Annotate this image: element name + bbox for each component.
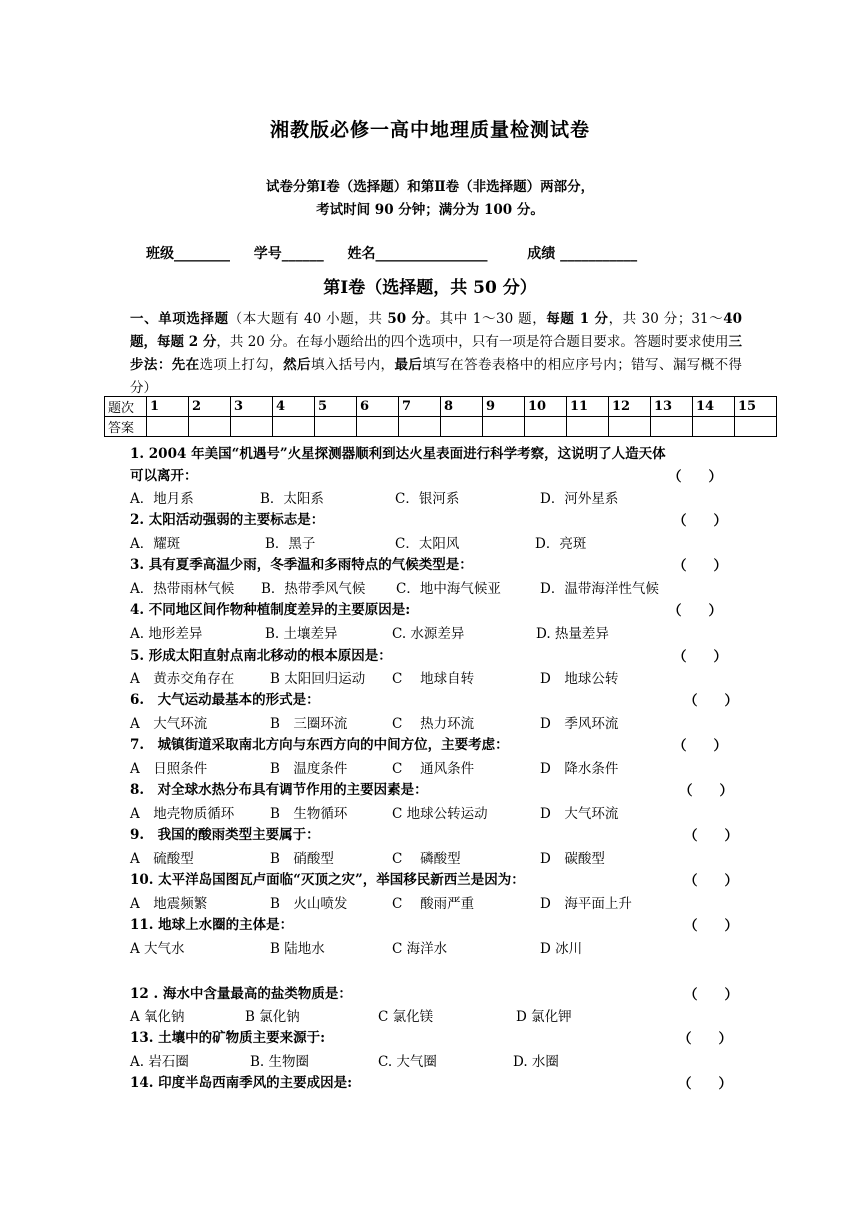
answer-cell[interactable]	[189, 417, 231, 437]
grid-number: 13	[651, 397, 693, 417]
option-c[interactable]: C 酸雨严重	[392, 896, 475, 912]
answer-grid	[104, 396, 777, 437]
option-row	[130, 712, 742, 734]
option-a[interactable]: A 大气水	[130, 941, 185, 957]
option-row	[130, 802, 742, 824]
class-field[interactable]: 班级________	[146, 246, 230, 262]
answer-grid-answer-row	[105, 417, 777, 437]
option-a[interactable]: A 大气环流	[130, 716, 208, 732]
question-stem: 5. 形成太阳直射点南北移动的根本原因是：	[130, 648, 392, 664]
answer-cell[interactable]	[357, 417, 399, 437]
section-title: 第Ⅰ卷（选择题，共 50 分）	[323, 278, 537, 298]
answer-cell[interactable]	[693, 417, 735, 437]
option-row	[130, 847, 742, 869]
question-stem: 13. 土壤中的矿物质主要来源于:	[130, 1030, 326, 1046]
grid-number: 7	[399, 397, 441, 417]
instr-emph: 40 题，	[130, 311, 742, 350]
grid-number: 4	[273, 397, 315, 417]
answer-parentheses[interactable]: （ ）	[668, 603, 722, 619]
option-row	[130, 667, 742, 689]
instr-emph: 每题 2 分	[157, 334, 217, 350]
option-row	[130, 1005, 742, 1027]
option-a[interactable]: A 日照条件	[130, 761, 208, 777]
option-b[interactable]: B 陆地水	[270, 941, 325, 957]
question-stem: 11. 地球上水圈的主体是：	[130, 917, 294, 933]
instr-emph: ：	[157, 357, 172, 373]
option-b[interactable]: B．太阳系	[260, 491, 324, 507]
answer-parentheses[interactable]: （ ）	[673, 738, 727, 754]
grid-number: 1	[147, 397, 189, 417]
option-c[interactable]: C．地中海气候亚	[396, 581, 501, 597]
option-d[interactable]: D 季风环流	[540, 716, 619, 732]
answer-parentheses[interactable]: （ ）	[678, 1031, 732, 1047]
answer-cell[interactable]	[651, 417, 693, 437]
option-d[interactable]: D 碳酸型	[540, 851, 605, 867]
option-a[interactable]: A 地震频繁	[130, 896, 208, 912]
answer-parentheses[interactable]: （ ）	[673, 558, 727, 574]
answer-parentheses[interactable]: （ ）	[673, 513, 727, 529]
grid-number: 14	[693, 397, 735, 417]
option-b[interactable]: B 生物循环	[270, 806, 348, 822]
answer-cell[interactable]	[735, 417, 777, 437]
instructions	[130, 308, 742, 400]
option-row	[130, 892, 742, 914]
option-c[interactable]: C 海洋水	[392, 941, 448, 957]
option-b[interactable]: B．黑子	[265, 536, 316, 552]
answer-parentheses[interactable]: （ ）	[679, 783, 733, 799]
grid-number: 12	[609, 397, 651, 417]
intro-line-2: 考试时间 90 分钟；满分为 100 分。	[316, 202, 544, 218]
option-row	[130, 757, 742, 779]
option-a[interactable]: A 氧化钠	[130, 1009, 185, 1025]
grid-label-answer: 答案	[105, 417, 147, 437]
page-title: 湘教版必修一高中地理质量检测试卷	[269, 119, 590, 141]
answer-parentheses[interactable]: （ ）	[673, 649, 727, 665]
option-c[interactable]: C 地球自转	[392, 671, 475, 687]
instr-heading: 一、单项选择题	[130, 311, 229, 327]
student-info-row	[146, 243, 637, 263]
option-d[interactable]: D 海平面上升	[540, 896, 632, 912]
question-stem: 10. 太平洋岛国图瓦卢面临“灭顶之灾”，举国移民新西兰是因为：	[130, 872, 525, 888]
option-row	[130, 622, 742, 644]
option-d[interactable]: D．温带海洋性气候	[540, 581, 659, 597]
option-b[interactable]: B 温度条件	[270, 761, 348, 777]
option-b[interactable]: B 火山喷发	[270, 896, 348, 912]
instr-text: 选项上打勾，	[199, 357, 284, 373]
answer-cell[interactable]	[609, 417, 651, 437]
option-b[interactable]: B 太阳回归运动	[270, 671, 366, 687]
option-d[interactable]: D 氯化钾	[516, 1009, 572, 1025]
question-stem: 6. 大气运动最基本的形式是：	[130, 692, 320, 708]
grid-number: 6	[357, 397, 399, 417]
option-d[interactable]: D 地球公转	[540, 671, 619, 687]
answer-parentheses[interactable]: （ ）	[668, 469, 722, 485]
option-c[interactable]: C．太阳风	[395, 536, 460, 552]
option-b[interactable]: B．热带季风气候	[261, 581, 366, 597]
option-d[interactable]: D．河外星系	[540, 491, 619, 507]
instr-emph: 三步法	[130, 334, 743, 373]
name-field[interactable]: 姓名________________	[347, 246, 488, 262]
answer-grid-number-row	[105, 397, 777, 417]
answer-parentheses[interactable]: （ ）	[678, 1076, 732, 1092]
grid-number: 8	[441, 397, 483, 417]
intro-line-1: 试卷分第Ⅰ卷（选择题）和第Ⅱ卷（非选择题）两部分，	[265, 179, 595, 195]
question-stem: 9. 我国的酸雨类型主要属于：	[130, 827, 320, 843]
option-c[interactable]: C 通风条件	[392, 761, 475, 777]
answer-cell[interactable]	[441, 417, 483, 437]
question-stem: 7. 城镇街道采取南北方向与东西方向的中间方位，主要考虑：	[130, 737, 509, 753]
answer-cell[interactable]	[273, 417, 315, 437]
option-d[interactable]: D 大气环流	[540, 806, 619, 822]
instr-emph: 每题 1 分	[546, 311, 609, 327]
question-stem: 12 . 海水中含量最高的盐类物质是：	[130, 986, 352, 1002]
option-b[interactable]: B 硝酸型	[270, 851, 334, 867]
option-a[interactable]: A. 地形差异	[130, 626, 203, 642]
student-id-field[interactable]: 学号______	[253, 246, 324, 262]
instr-text: 。其中 1～30 题，	[425, 311, 547, 327]
option-row	[130, 487, 742, 509]
answer-cell[interactable]	[399, 417, 441, 437]
option-d[interactable]: D．亮斑	[535, 536, 587, 552]
option-c[interactable]: C．银河系	[395, 491, 460, 507]
option-b[interactable]: B. 土壤差异	[265, 626, 338, 642]
option-c[interactable]: C 氯化镁	[378, 1009, 434, 1025]
option-c[interactable]: C. 大气圈	[378, 1054, 437, 1070]
grid-number: 15	[735, 397, 777, 417]
answer-parentheses[interactable]: （ ）	[684, 693, 738, 709]
answer-cell[interactable]	[483, 417, 525, 437]
grid-number: 9	[483, 397, 525, 417]
grid-number: 11	[567, 397, 609, 417]
grid-number: 2	[189, 397, 231, 417]
option-b[interactable]: B 三圈环流	[270, 716, 348, 732]
instr-text: 填写在答卷表格中的相应序号内；错写、漏写概不得分）	[130, 357, 743, 396]
option-a[interactable]: A．耀斑	[130, 536, 181, 552]
question-stem-continued: 可以离开：	[130, 468, 198, 484]
option-b[interactable]: B. 生物圈	[250, 1054, 310, 1070]
option-c[interactable]: C. 水源差异	[392, 626, 465, 642]
option-d[interactable]: D 冰川	[540, 941, 583, 957]
question-stem: 14. 印度半岛西南季风的主要成因是:	[130, 1075, 353, 1091]
score-field[interactable]: 成绩 ___________	[527, 246, 638, 262]
option-c[interactable]: C 地球公转运动	[392, 806, 488, 822]
answer-cell[interactable]	[525, 417, 567, 437]
option-row	[130, 532, 742, 554]
instr-emph: 50 分	[387, 311, 426, 327]
option-d[interactable]: D. 水圈	[513, 1054, 559, 1070]
option-row	[130, 1050, 742, 1072]
answer-parentheses[interactable]: （ ）	[684, 987, 738, 1003]
option-a[interactable]: A 地壳物质循环	[130, 806, 235, 822]
option-c[interactable]: C 磷酸型	[392, 851, 461, 867]
question-stem: 3. 具有夏季高温少雨，冬季温和多雨特点的气候类型是：	[130, 557, 473, 573]
question-stem: 4. 不同地区间作物种植制度差异的主要原因是:	[130, 602, 411, 618]
instr-text: 填入括号内，	[310, 357, 395, 373]
answer-cell[interactable]	[567, 417, 609, 437]
answer-parentheses[interactable]: （ ）	[684, 873, 738, 889]
option-a[interactable]: A．地月系	[130, 491, 194, 507]
instr-text: ，共 20 分。在每小题给出的四个选项中，只有一项是符合题目要求。答题时要求使用	[216, 334, 729, 350]
instr-emph: 最后	[394, 357, 423, 373]
answer-cell[interactable]	[231, 417, 273, 437]
grid-number: 10	[525, 397, 567, 417]
option-a[interactable]: A 硫酸型	[130, 851, 194, 867]
option-b[interactable]: B 氯化钠	[245, 1009, 300, 1025]
instr-emph: 先在	[171, 357, 200, 373]
question-stem: 2. 太阳活动强弱的主要标志是：	[130, 512, 325, 528]
option-d[interactable]: D 降水条件	[540, 761, 619, 777]
answer-parentheses[interactable]: （ ）	[684, 918, 738, 934]
instr-emph: 然后	[283, 357, 311, 373]
grid-label-question: 题次	[105, 397, 147, 417]
option-row	[130, 937, 742, 959]
instr-text: ，共 30 分；31～	[608, 311, 724, 327]
answer-cell[interactable]	[147, 417, 189, 437]
option-c[interactable]: C 热力环流	[392, 716, 475, 732]
option-a[interactable]: A 黄赤交角存在	[130, 671, 235, 687]
option-row	[130, 577, 742, 599]
answer-cell[interactable]	[315, 417, 357, 437]
exam-intro	[0, 176, 860, 222]
question-stem: 8. 对全球水热分布具有调节作用的主要因素是：	[130, 782, 428, 798]
option-a[interactable]: A. 岩石圈	[130, 1054, 189, 1070]
option-a[interactable]: A．热带雨林气候	[130, 581, 235, 597]
grid-number: 5	[315, 397, 357, 417]
answer-parentheses[interactable]: （ ）	[684, 828, 738, 844]
question-stem: 1. 2004 年美国“机遇号”火星探测器顺利到达火星表面进行科学考察，这说明了人造天体	[130, 446, 666, 462]
instr-text: （本大题有 40 小题，共	[228, 311, 388, 327]
option-d[interactable]: D. 热量差异	[536, 626, 609, 642]
grid-number: 3	[231, 397, 273, 417]
